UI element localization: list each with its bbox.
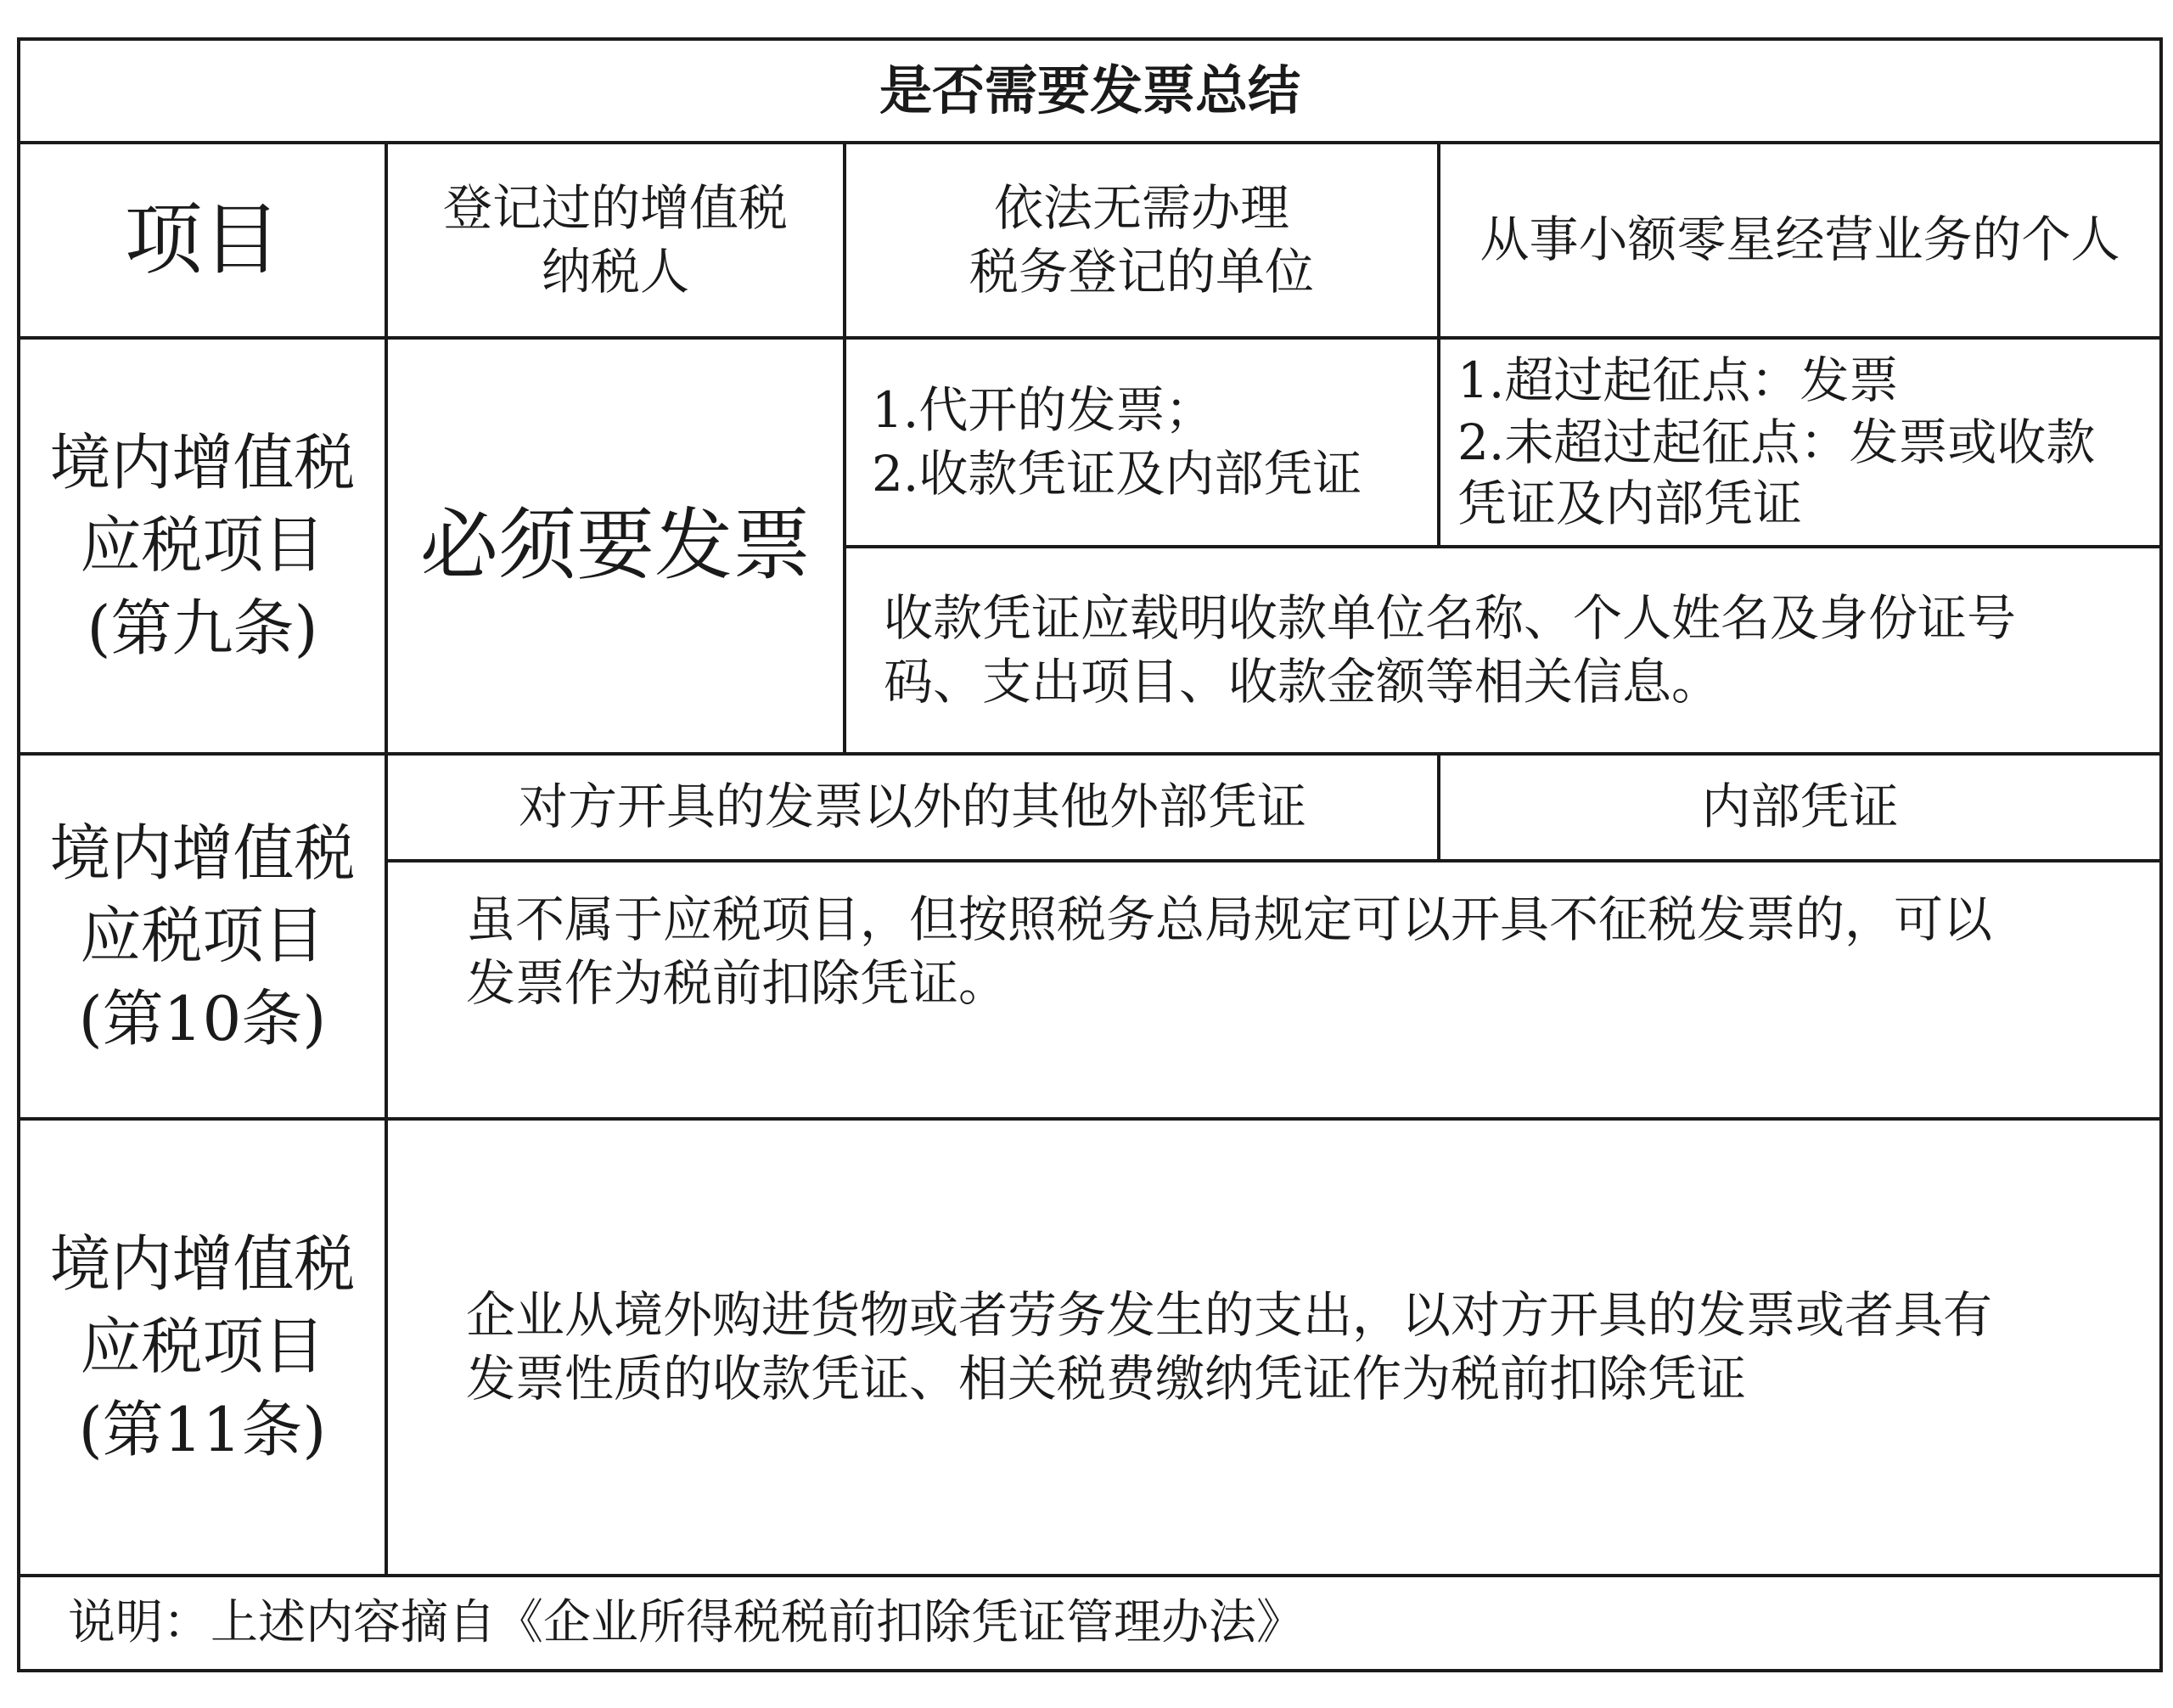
- row1-unit-vouchers: 1.代开的发票； 2.收款凭证及内部凭证: [872, 380, 1362, 503]
- row2-internal-vouchers: 内部凭证: [1701, 778, 1899, 836]
- row2-external-vouchers: 对方开具的发票以外的其他外部凭证: [518, 778, 1306, 836]
- header-individual: 从事小额零星经营业务的个人: [1480, 211, 2120, 269]
- row3-label: 境内增值税 应税项目 (第11条): [49, 1228, 356, 1465]
- table-title: 是否需要发票总结: [879, 59, 1300, 121]
- header-item-label: 项目: [124, 194, 281, 286]
- row2-label: 境内增值税 应税项目 (第10条): [49, 817, 356, 1054]
- row1-must-invoice: 必须要发票: [419, 500, 811, 592]
- row3-description: 企业从境外购进货物或者劳务发生的支出，以对方开具的发票或者具有 发票性质的收款凭证、相关税费缴纳凭证作为税前扣除凭证: [466, 1285, 1993, 1407]
- row2-description: 虽不属于应税项目，但按照税务总局规定可以开具不征税发票的，可以 发票作为税前扣除凭证。: [466, 890, 1993, 1012]
- header-unregistered-unit: 依法无需办理 税务登记的单位: [969, 178, 1314, 301]
- header-registered-taxpayer: 登记过的增值税 纳税人: [442, 178, 788, 301]
- row1-receipt-note: 收款凭证应载明收款单位名称、个人姓名及身份证号 码、支出项目、收款金额等相关信息。: [884, 588, 2017, 711]
- row1-label: 境内增值税 应税项目 (第九条): [49, 427, 356, 664]
- row1-individual-vouchers: 1.超过起征点：发票 2.未超过起征点：发票或收款 凭证及内部凭证: [1457, 351, 2096, 533]
- footer-note: 说明：上述内容摘自《企业所得税税前扣除凭证管理办法》: [68, 1594, 1304, 1650]
